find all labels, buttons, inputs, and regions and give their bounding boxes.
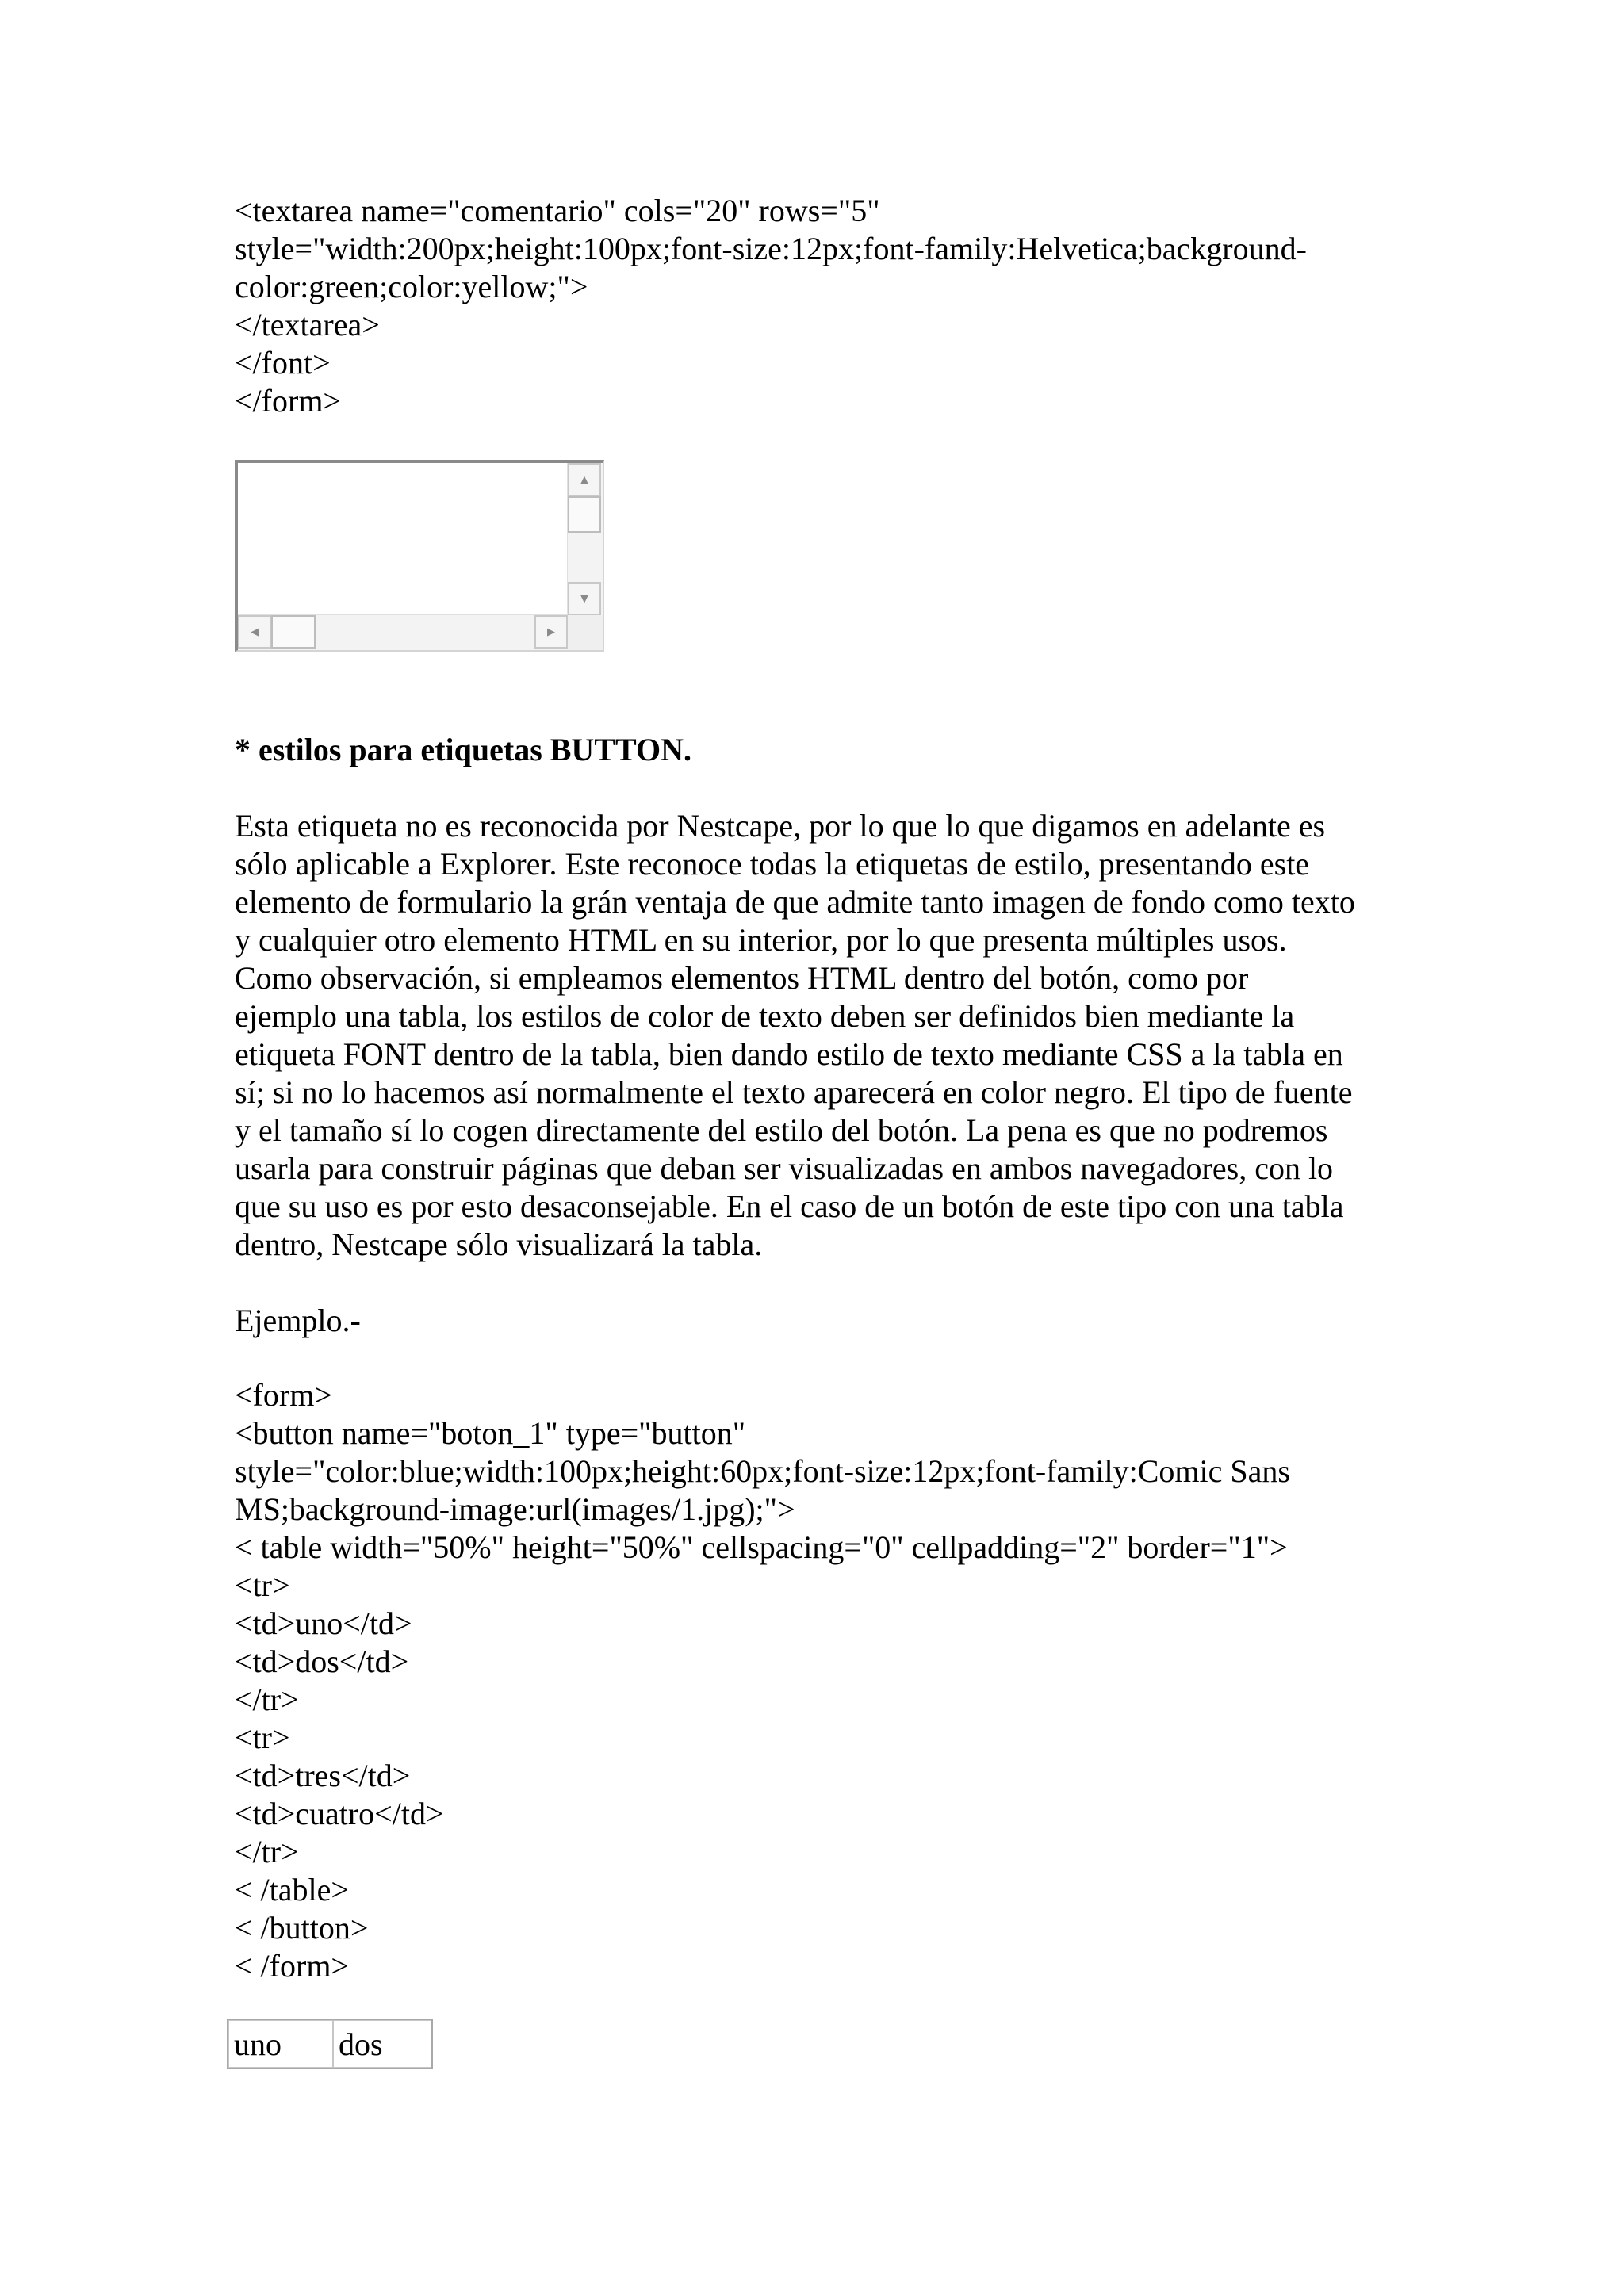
paragraph-line: dentro, Nestcape sólo visualizará la tabla. <box>235 1226 763 1262</box>
code-line: < /button> <box>235 1910 369 1946</box>
paragraph-line: y cualquier otro elemento HTML en su interior, por lo que presenta múltiples usos. <box>235 922 1287 958</box>
code-line: style="color:blue;width:100px;height:60px;font-size:12px;font-family:Comic Sans <box>235 1453 1290 1489</box>
section-heading: * estilos para etiquetas BUTTON. <box>235 732 691 767</box>
code-line: </tr> <box>235 1834 299 1869</box>
scroll-down-arrow-icon[interactable]: ▼ <box>568 582 601 615</box>
code-line: </tr> <box>235 1682 299 1717</box>
code-line: </textarea> <box>235 307 380 342</box>
code-line: <textarea name="comentario" cols="20" rows="5" <box>235 193 880 228</box>
paragraph-line: elemento de formulario la grán ventaja de que admite tanto imagen de fondo como texto <box>235 884 1355 920</box>
comment-textarea[interactable] <box>235 460 604 652</box>
paragraph-line: etiqueta FONT dentro de la tabla, bien dando estilo de texto mediante CSS a la tabla en <box>235 1036 1343 1072</box>
code-block-button <box>235 1376 1290 1985</box>
body-paragraph <box>235 807 1355 1264</box>
paragraph-line: que su uso es por esto desaconsejable. En el caso de un botón de este tipo con una tabla <box>235 1188 1344 1224</box>
code-line: <tr> <box>235 1567 290 1603</box>
scroll-up-arrow-icon[interactable]: ▲ <box>568 463 601 496</box>
code-line: <td>tres</td> <box>235 1758 411 1793</box>
paragraph-line: sí; si no lo hacemos así normalmente el texto aparecerá en color negro. El tipo de fuente <box>235 1074 1353 1110</box>
example-label: Ejemplo.- <box>235 1303 361 1338</box>
scroll-right-arrow-icon[interactable]: ▶ <box>534 615 568 649</box>
code-line: < /form> <box>235 1948 349 1984</box>
vertical-scrollbar[interactable] <box>567 463 603 615</box>
code-line: </font> <box>235 345 331 381</box>
paragraph-line: usarla para construir páginas que deban ser visualizadas en ambos navegadores, con lo <box>235 1150 1334 1186</box>
code-line: <td>uno</td> <box>235 1605 412 1641</box>
code-line: MS;background-image:url(images/1.jpg);"> <box>235 1491 795 1527</box>
paragraph-line: y el tamaño sí lo cogen directamente del estilo del botón. La pena es que no podremos <box>235 1112 1328 1148</box>
paragraph-line: sólo aplicable a Explorer. Este reconoce todas la etiquetas de estilo, presentando este <box>235 846 1310 882</box>
horizontal-scrollbar[interactable] <box>238 614 568 650</box>
table-cell: uno <box>228 2020 333 2068</box>
example-result-table[interactable] <box>227 2019 433 2069</box>
vertical-scroll-thumb[interactable] <box>568 496 601 533</box>
code-block-textarea <box>235 192 1307 420</box>
table-row <box>228 2020 431 2068</box>
code-line: <tr> <box>235 1720 290 1755</box>
code-line: color:green;color:yellow;"> <box>235 269 588 304</box>
code-line: style="width:200px;height:100px;font-size:12px;font-family:Helvetica;background- <box>235 231 1307 266</box>
code-line: </form> <box>235 383 341 419</box>
code-line: < /table> <box>235 1872 349 1908</box>
paragraph-line: Como observación, si empleamos elementos HTML dentro del botón, como por <box>235 960 1249 996</box>
scroll-corner <box>568 615 603 650</box>
code-line: <button name="boton_1" type="button" <box>235 1415 746 1451</box>
horizontal-scroll-thumb[interactable] <box>271 615 316 649</box>
table-cell: dos <box>333 2020 431 2068</box>
scroll-left-arrow-icon[interactable]: ◀ <box>238 615 271 649</box>
code-line: <td>cuatro</td> <box>235 1796 444 1831</box>
paragraph-line: Esta etiqueta no es reconocida por Nestcape, por lo que lo que digamos en adelante es <box>235 808 1326 844</box>
paragraph-line: ejemplo una tabla, los estilos de color de texto deben ser definidos bien mediante la <box>235 998 1295 1034</box>
code-line: <td>dos</td> <box>235 1644 409 1679</box>
code-line: <form> <box>235 1377 332 1413</box>
code-line: < table width="50%" height="50%" cellspacing="0" cellpadding="2" border="1"> <box>235 1529 1288 1565</box>
